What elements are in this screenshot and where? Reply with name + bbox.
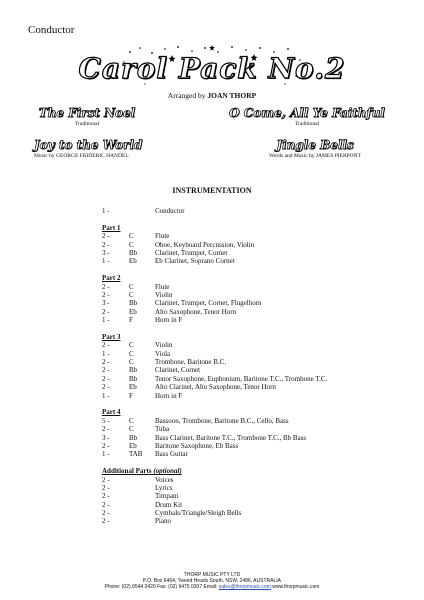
part-count: 1 - [102, 349, 110, 358]
arranger-prefix: Arranged by [167, 91, 206, 100]
part-count: 1 - [102, 207, 110, 215]
instrument-row [102, 350, 402, 358]
arranger-line [0, 91, 424, 100]
instrument-row [102, 249, 402, 257]
instrument-name: Bass Guitar [155, 450, 188, 459]
instrument-name: Violin [155, 341, 173, 350]
part-key: Bb [129, 299, 138, 308]
instrument-name: Alto Clarinet, Alto Saxophone, Tenor Horn [155, 383, 276, 392]
instrument-name: Flute [155, 232, 170, 241]
publisher-name: THORP MUSIC PTY LTD [183, 572, 241, 578]
part-count: 3 - [102, 433, 110, 442]
part-count: 3 - [102, 299, 110, 308]
part-key: C [129, 232, 134, 241]
instrument-row [102, 417, 402, 425]
part-count: 2 - [102, 282, 110, 291]
part-count: 2 - [102, 307, 110, 316]
instrument-name: Bassoon, Trombone, Baritone B.C., Cello, Bass [155, 416, 289, 425]
instrument-row [102, 383, 402, 391]
part-key: C [129, 358, 134, 367]
part-count: 1 - [102, 316, 110, 325]
document-title: Carol Pack No.2 [78, 52, 346, 85]
instrument-row [102, 442, 402, 450]
song-credit: Music by GEORGE FRIDERIC HANDEL [34, 153, 129, 159]
song-title: Jingle Bells [276, 138, 354, 152]
instrument-row [102, 484, 402, 492]
instrument-name: Drum Kit [155, 500, 183, 509]
instrument-row [102, 509, 402, 517]
additional-note: (optional) [153, 467, 182, 476]
instrument-row [102, 492, 402, 500]
instrument-row [102, 366, 402, 374]
part-key: Eb [129, 441, 137, 450]
instrument-name: Timpani [155, 492, 179, 501]
instrument-name: Cymbals/Triangle/Sleigh Bells [155, 509, 242, 518]
instrument-name: Flute [155, 282, 170, 291]
instrumentation-heading: INSTRUMENTATION [172, 186, 252, 195]
instrument-row [102, 316, 402, 324]
part-key: C [129, 349, 134, 358]
publisher-address: P.O. Box 6464, Tweed Heads South, NSW, 2486, AUSTRALIA [143, 578, 281, 585]
part-count: 3 - [102, 248, 110, 257]
part-count: 2 - [102, 366, 110, 375]
part-key: Eb [129, 383, 137, 392]
instrument-row [102, 425, 402, 433]
instrument-name: Trombone, Baritone B.C. [155, 358, 227, 367]
part-key: C [129, 425, 134, 434]
part-key: Bb [129, 433, 138, 442]
part-count: 2 - [102, 240, 110, 249]
part-count: 2 - [102, 500, 110, 509]
part-heading: Part 1 [102, 223, 121, 232]
part-count: 2 - [102, 358, 110, 367]
instrument-name: Voices [155, 475, 174, 484]
instrument-row [102, 375, 402, 383]
part-key: Eb [129, 257, 137, 266]
instrument-name: Viola [155, 349, 171, 358]
part-key: C [129, 282, 134, 291]
instrument-row [102, 476, 402, 484]
song-title: The First Noel [38, 106, 136, 120]
instrument-name: Tenor Saxophone, Euphonium, Baritone T.C., Trombone T.C. [155, 374, 328, 383]
part-count: 1 - [102, 257, 110, 266]
instrument-row [102, 241, 402, 249]
part-count: 2 - [102, 441, 110, 450]
instrument-name: Eb Clarinet, Soprano Cornet [155, 257, 235, 266]
part-key: TAB [129, 450, 143, 459]
instrument-name: Clarinet, Cornet [155, 366, 201, 375]
part-count: 5 - [102, 416, 110, 425]
instrument-row [102, 392, 402, 400]
part-key: F [129, 316, 133, 325]
part-count: 2 - [102, 425, 110, 434]
part-count: 2 - [102, 509, 110, 518]
publisher-contact [0, 584, 424, 590]
instrument-row [102, 257, 402, 265]
instrument-row [102, 434, 402, 442]
arranger-name: JOAN THORP [207, 91, 257, 100]
part-key: C [129, 416, 134, 425]
song-title: O Come, All Ye Faithful [229, 106, 385, 120]
part-key: C [129, 341, 134, 350]
instrument-row [102, 299, 402, 307]
part-key: Bb [129, 366, 138, 375]
part-key: C [129, 290, 134, 299]
song-credit: Traditional [74, 121, 100, 127]
song-credit: Traditional [294, 121, 320, 127]
part-count: 2 - [102, 383, 110, 392]
part-count: 2 - [102, 517, 110, 526]
instrument-name: Baritone Saxophone, Eb Bass [155, 441, 239, 450]
instrument-row [102, 341, 402, 349]
instrument-name: Conductor [155, 207, 185, 215]
part-key: Bb [129, 374, 138, 383]
instrument-row [102, 232, 402, 240]
instrument-name: Oboe, Keyboard Percussion, Violin [155, 240, 255, 249]
song-o-come-all-ye-faithful [222, 106, 392, 127]
part-count: 1 - [102, 450, 110, 459]
instrument-name: Alto Saxophone, Tenor Horn [155, 307, 237, 316]
part-key: F [129, 391, 133, 400]
instrument-row [102, 450, 402, 458]
phone-fax: Phone: (02) 9544 3420 Fax: (02) 9475 0307 Email: [104, 584, 218, 591]
instrument-row [102, 291, 402, 299]
song-jingle-bells [240, 138, 390, 159]
instrument-row [102, 501, 402, 509]
part-count: 2 - [102, 475, 110, 484]
additional-parts-heading [102, 467, 402, 475]
part-key: C [129, 240, 134, 249]
song-first-noel [32, 106, 142, 127]
instrument-row [102, 207, 402, 215]
part-count: 2 - [102, 374, 110, 383]
part-key: Bb [129, 248, 138, 257]
instrument-name: Tuba [155, 425, 170, 434]
publisher-footer [0, 572, 424, 591]
additional-heading-text: Additional Parts [102, 467, 152, 476]
instrument-row [102, 283, 402, 291]
song-credit: Words and Music by JAMES PIERPONT [269, 153, 361, 159]
instrument-name: Piano [155, 517, 171, 526]
part-key: Eb [129, 307, 137, 316]
website-link[interactable]: www.thorpmusic.com [272, 584, 320, 591]
email-link[interactable]: sales@thorpmusic.com [218, 584, 271, 591]
part-count: 2 - [102, 290, 110, 299]
part-count: 2 - [102, 341, 110, 350]
part-heading: Part 2 [102, 274, 121, 283]
part-heading: Part 4 [102, 408, 121, 417]
part-label: Conductor [28, 24, 75, 36]
song-joy-to-the-world [34, 138, 164, 159]
instrument-row [102, 308, 402, 316]
instrument-name: Bass Clarinet, Baritone T.C., Trombone T.C., Bb Bass [155, 433, 307, 442]
instrument-name: Clarinet, Trumpet, Cornet [155, 248, 228, 257]
title-block [0, 44, 424, 88]
part-heading: Part 3 [102, 332, 121, 341]
instrumentation-list [102, 207, 402, 526]
instrument-name: Clarinet, Trumpet, Cornet, Flugelhorn [155, 299, 262, 308]
instrument-row [102, 358, 402, 366]
part-count: 2 - [102, 492, 110, 501]
part-count: 1 - [102, 391, 110, 400]
instrument-name: Horn in F [155, 316, 183, 325]
instrument-row [102, 517, 402, 525]
part-count: 2 - [102, 232, 110, 241]
instrument-name: Violin [155, 290, 173, 299]
part-count: 2 - [102, 483, 110, 492]
instrument-name: Lyrics [155, 483, 173, 492]
instrument-name: Horn in F [155, 391, 183, 400]
song-title: Joy to the World [34, 138, 143, 152]
